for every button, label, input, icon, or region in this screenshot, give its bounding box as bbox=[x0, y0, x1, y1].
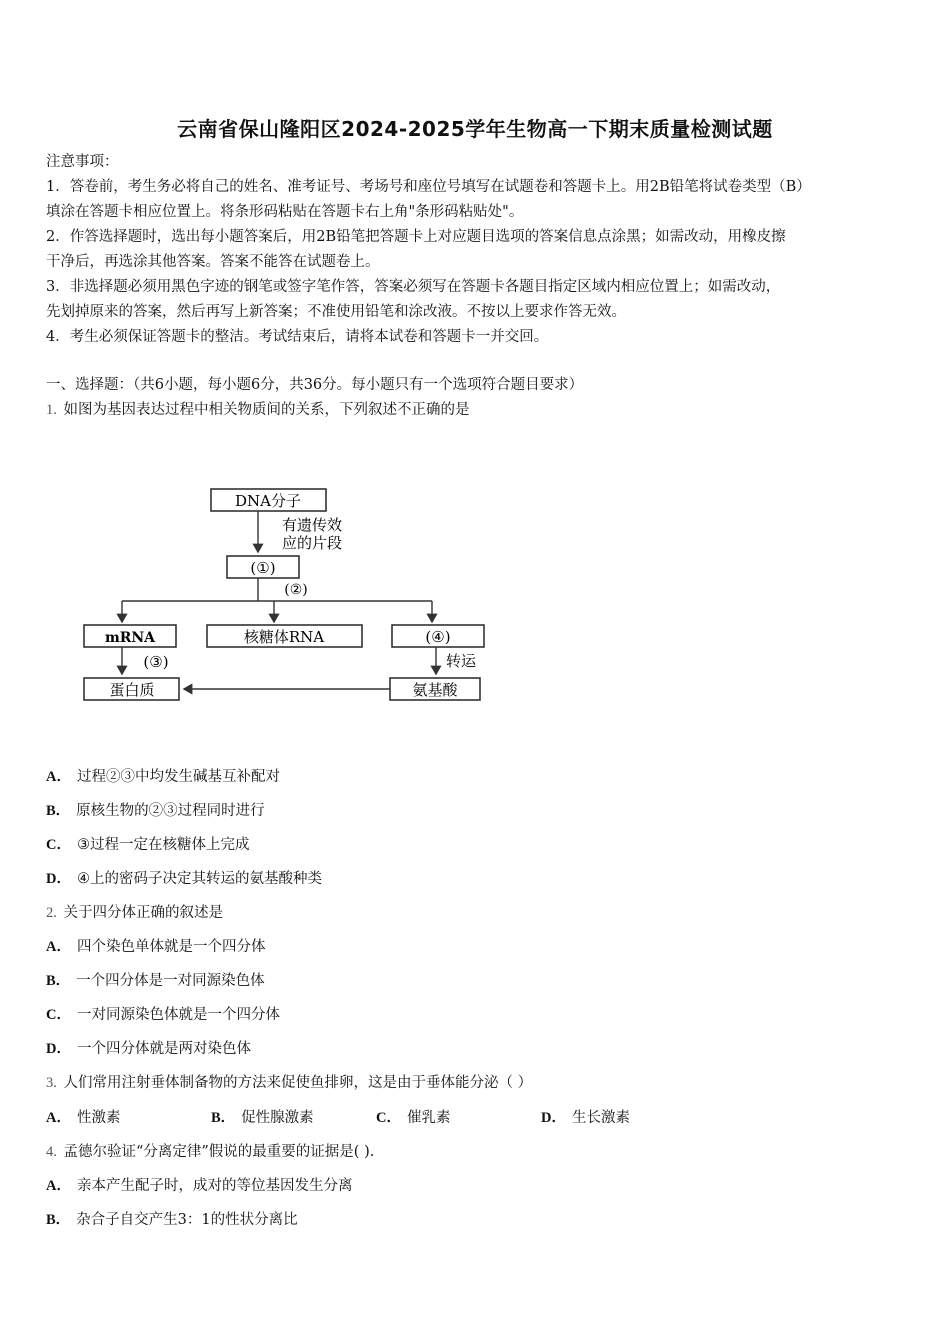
option-label: A． bbox=[46, 1110, 71, 1126]
option-label: A． bbox=[46, 1178, 71, 1194]
notice-line: 2．作答选择题时，选出每小题答案后，用2B铅笔把答题卡上对应题目选项的答案信息点涂黑；如需改动，用橡皮擦 bbox=[46, 229, 786, 245]
option-d[interactable] bbox=[541, 1108, 630, 1128]
option-text: 生长激素 bbox=[571, 1110, 630, 1126]
notice-line: 1．答卷前，考生务必将自己的姓名、准考证号、考场号和座位号填写在试题卷和答题卡上。用2B铅笔将试卷类型（B） bbox=[46, 179, 811, 195]
option-b[interactable] bbox=[46, 971, 265, 991]
question-number: 3. bbox=[46, 1075, 57, 1091]
question-number: 1. bbox=[46, 402, 57, 418]
note-line-1: 有遗传效 bbox=[282, 516, 343, 534]
option-text: 促性腺激素 bbox=[241, 1110, 314, 1126]
option-text: 四个染色单体就是一个四分体 bbox=[76, 939, 266, 955]
page-title: 云南省保山隆阳区2024-2025学年生物高一下期末质量检测试题 bbox=[177, 117, 773, 141]
box-1-label: (①) bbox=[250, 559, 276, 577]
question-text: 孟德尔验证“分离定律”假说的最重要的证据是( ). bbox=[63, 1144, 375, 1160]
option-text: 过程②③中均发生碱基互补配对 bbox=[76, 769, 280, 785]
question-text: 人们常用注射垂体制备物的方法来促使鱼排卵，这是由于垂体能分泌（ ） bbox=[63, 1075, 533, 1091]
dna-label: DNA分子 bbox=[235, 492, 301, 510]
section-heading: 一、选择题：（共6小题，每小题6分，共36分。每小题只有一个选项符合题目要求） bbox=[46, 377, 584, 393]
note-line-2: 应的片段 bbox=[282, 534, 343, 552]
option-text: 原核生物的②③过程同时进行 bbox=[76, 803, 265, 819]
mrna-label: mRNA bbox=[104, 630, 156, 646]
question-2-stem bbox=[46, 903, 223, 923]
option-a[interactable] bbox=[46, 767, 280, 787]
option-c[interactable] bbox=[376, 1108, 450, 1128]
option-label: A． bbox=[46, 939, 71, 955]
notice-line: 4．考生必须保证答题卡的整洁。考试结束后，请将本试卷和答题卡一并交回。 bbox=[46, 329, 549, 345]
notice-line: 干净后，再选涂其他答案。答案不能答在试题卷上。 bbox=[46, 254, 380, 270]
option-text: ③过程一定在核糖体上完成 bbox=[76, 837, 250, 853]
option-label: C． bbox=[46, 837, 71, 853]
box-4-label: (④) bbox=[425, 628, 451, 646]
option-label: B． bbox=[46, 973, 71, 989]
option-text: 一个四分体是一对同源染色体 bbox=[76, 973, 265, 989]
gene-expression-diagram bbox=[70, 480, 510, 710]
option-c[interactable] bbox=[46, 835, 249, 855]
protein-label: 蛋白质 bbox=[109, 681, 155, 699]
option-label: D． bbox=[46, 1041, 71, 1057]
transport-label: 转运 bbox=[446, 652, 477, 670]
options-row bbox=[46, 1108, 906, 1130]
option-label: B． bbox=[211, 1110, 236, 1126]
option-c[interactable] bbox=[46, 1005, 280, 1025]
option-b[interactable] bbox=[211, 1108, 314, 1128]
question-text: 如图为基因表达过程中相关物质间的关系，下列叙述不正确的是 bbox=[63, 402, 470, 418]
question-number: 4. bbox=[46, 1144, 57, 1160]
option-text: 一个四分体就是两对染色体 bbox=[76, 1041, 251, 1057]
notice-line: 3．非选择题必须用黑色字迹的钢笔或签字笔作答，答案必须写在答题卡各题目指定区域内相应位置上；如需改动， bbox=[46, 279, 781, 295]
question-text: 关于四分体正确的叙述是 bbox=[63, 905, 223, 921]
option-label: D． bbox=[541, 1110, 566, 1126]
option-label: D． bbox=[46, 871, 71, 887]
option-text: ④上的密码子决定其转运的氨基酸种类 bbox=[76, 871, 322, 887]
notice-line: 填涂在答题卡相应位置上。将条形码粘贴在答题卡右上角"条形码粘贴处"。 bbox=[46, 204, 524, 220]
option-d[interactable] bbox=[46, 1039, 251, 1059]
option-text: 一对同源染色体就是一个四分体 bbox=[76, 1007, 280, 1023]
label-2: (②) bbox=[284, 582, 308, 598]
question-1-stem bbox=[46, 400, 469, 420]
option-text: 催乳素 bbox=[406, 1110, 451, 1126]
option-b[interactable] bbox=[46, 801, 265, 821]
notice-heading: 注意事项： bbox=[46, 154, 119, 170]
option-label: B． bbox=[46, 803, 71, 819]
amino-label: 氨基酸 bbox=[412, 681, 458, 699]
notice-line: 先划掉原来的答案，然后再写上新答案；不准使用铅笔和涂改液。不按以上要求作答无效。 bbox=[46, 304, 626, 320]
option-text: 杂合子自交产生3：1的性状分离比 bbox=[76, 1212, 298, 1228]
option-d[interactable] bbox=[46, 869, 322, 889]
option-label: C． bbox=[46, 1007, 71, 1023]
question-number: 2. bbox=[46, 905, 57, 921]
question-3-stem bbox=[46, 1073, 532, 1093]
option-a[interactable] bbox=[46, 937, 265, 957]
option-text: 亲本产生配子时，成对的等位基因发生分离 bbox=[76, 1178, 353, 1194]
label-3: (③) bbox=[143, 653, 169, 671]
option-label: A． bbox=[46, 769, 71, 785]
option-label: B． bbox=[46, 1212, 71, 1228]
rrna-label: 核糖体RNA bbox=[243, 628, 325, 646]
option-label: C． bbox=[376, 1110, 401, 1126]
option-a[interactable] bbox=[46, 1176, 352, 1196]
option-text: 性激素 bbox=[76, 1110, 121, 1126]
question-4-stem bbox=[46, 1142, 374, 1162]
option-b[interactable] bbox=[46, 1210, 298, 1230]
option-a[interactable] bbox=[46, 1108, 120, 1128]
